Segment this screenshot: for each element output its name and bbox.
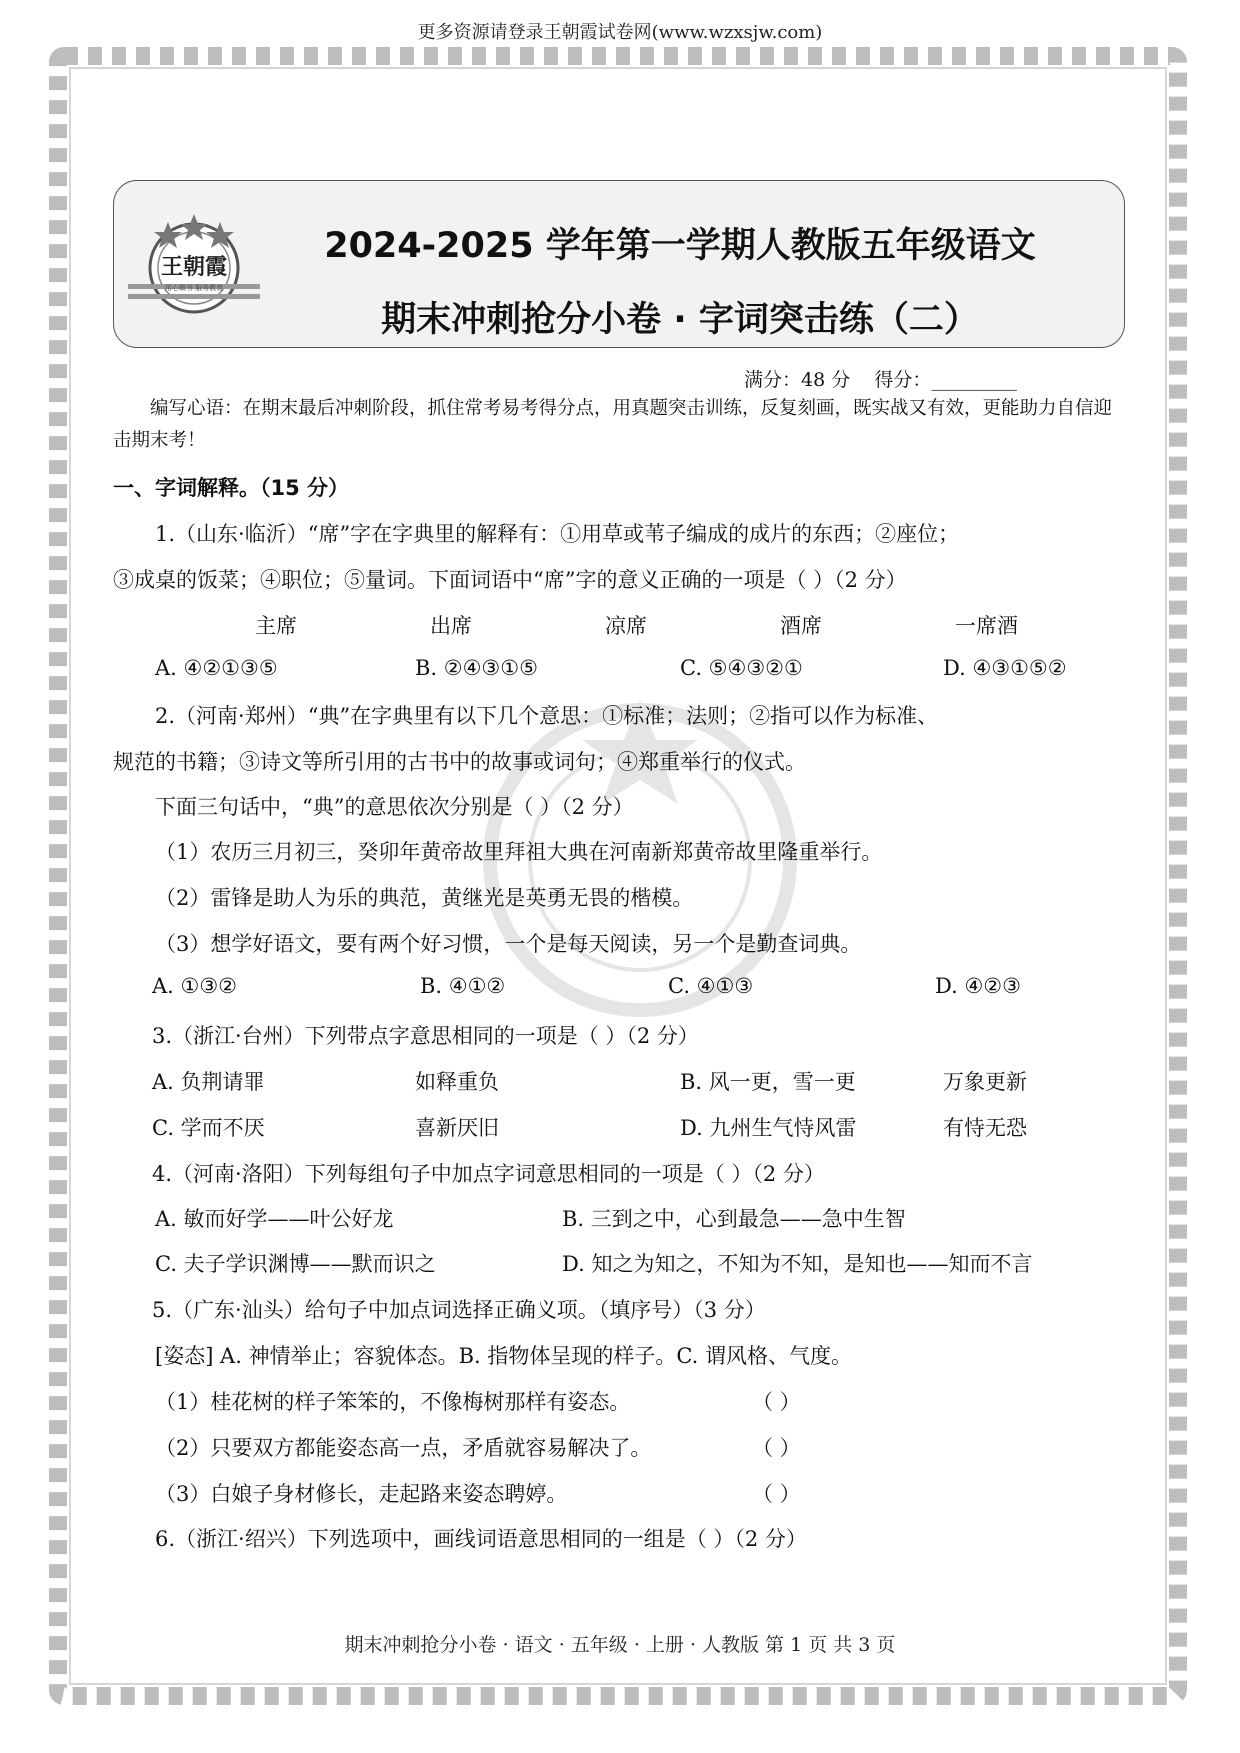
- exam-text-line: （2）只要双方都能姿态高一点，矛盾就容易解决了。: [155, 1436, 652, 1460]
- exam-text-line: B. 三到之中，心到最急——急中生智: [562, 1207, 906, 1231]
- writing-note: 编写心语：在期末最后冲刺阶段，抓住常考易考得分点，用真题突击训练，反复刻画，既实战又有效，更能助力自信迎击期末考！: [113, 398, 1113, 451]
- exam-text-line: B. ②④③①⑤: [415, 656, 538, 680]
- exam-text-line: C. 学而不厌: [152, 1116, 265, 1140]
- logo-subtext: 用心做书 服务教育: [164, 284, 224, 292]
- exam-text-line: C. ⑤④③②①: [680, 656, 803, 680]
- exam-text-line: ③成桌的饭菜；④职位；⑤量词。下面词语中“席”字的意义正确的一项是（ ）（2 分）: [113, 568, 907, 592]
- top-note: 更多资源请登录王朝霞试卷网(www.wzxsjw.com): [417, 22, 823, 43]
- exam-text-line: 3.（浙江·台州）下列带点字意思相同的一项是（ ）（2 分）: [152, 1024, 699, 1048]
- exam-text-line: A. ①③②: [152, 974, 237, 998]
- exam-text-line: C. 夫子学识渊博——默而识之: [155, 1252, 436, 1276]
- exam-text-line: 出席: [430, 614, 472, 638]
- exam-text-line: 5.（广东·汕头）给句子中加点词选择正确义项。（填序号）（3 分）: [152, 1298, 766, 1322]
- exam-text-line: （1）桂花树的样子笨笨的，不像梅树那样有姿态。: [155, 1390, 631, 1414]
- exam-text-line: A. 敏而好学——叶公好龙: [155, 1207, 394, 1231]
- exam-text-line: 规范的书籍；③诗文等所引用的古书中的故事或词句；④郑重举行的仪式。: [113, 750, 806, 774]
- exam-text-line: 凉席: [605, 614, 647, 638]
- exam-text-line: 下面三句话中，“典”的意思依次分别是（ ）（2 分）: [155, 795, 634, 819]
- exam-text-line: 6.（浙江·绍兴）下列选项中，画线词语意思相同的一组是（ ）（2 分）: [155, 1527, 807, 1551]
- exam-text-line: D. 九州生气恃风雷: [680, 1116, 857, 1140]
- logo-text: 王朝霞: [160, 255, 228, 280]
- exam-text-line: 万象更新: [943, 1070, 1027, 1094]
- exam-text-line: C. ④①③: [668, 974, 754, 998]
- exam-text-line: B. ④①②: [420, 974, 506, 998]
- exam-text-line: （ ）: [752, 1390, 801, 1414]
- exam-text-line: （3）白娘子身材修长，走起路来姿态聘婷。: [155, 1482, 568, 1506]
- page-footer: 期末冲刺抢分小卷 · 语文 · 五年级 · 上册 · 人教版 第 1 页 共 3 页: [344, 1634, 896, 1656]
- exam-text-line: D. 知之为知之，不知为不知，是知也——知而不言: [562, 1252, 1033, 1276]
- exam-text-line: 主席: [255, 614, 297, 638]
- wangzhaoxia-logo: [128, 206, 260, 324]
- exam-text-line: D. ④③①⑤②: [943, 656, 1067, 680]
- exam-text-line: 喜新厌旧: [415, 1116, 499, 1140]
- exam-text-line: （3）想学好语文，要有两个好习惯，一个是每天阅读，另一个是勤查词典。: [155, 932, 862, 956]
- exam-text-line: 1.（山东·临沂）“席”字在字典里的解释有：①用草或苇子编成的成片的东西；②座位；: [155, 522, 960, 546]
- score-line: 满分：48 分 得分：_________: [744, 369, 1017, 391]
- title-line-1: 2024-2025 学年第一学期人教版五年级语文: [324, 226, 1036, 266]
- exam-text-line: 一席酒: [955, 614, 1018, 638]
- exam-text-line: 有恃无恐: [943, 1116, 1027, 1140]
- exam-text-line: B. 风一更，雪一更: [680, 1070, 856, 1094]
- exam-text-line: 酒席: [780, 614, 822, 638]
- exam-text-line: 4.（河南·洛阳）下列每组句子中加点字词意思相同的一项是（ ）（2 分）: [152, 1162, 825, 1186]
- exam-text-line: （1）农历三月初三，癸卯年黄帝故里拜祖大典在河南新郑黄帝故里隆重举行。: [155, 840, 883, 864]
- exam-text-line: （ ）: [752, 1436, 801, 1460]
- exam-text-line: 如释重负: [415, 1070, 499, 1094]
- exam-text-line: （ ）: [752, 1482, 801, 1506]
- exam-text-line: A. 负荆请罪: [152, 1070, 265, 1094]
- exam-text-line: 一、字词解释。（15 分）: [113, 476, 350, 500]
- exam-text-line: [姿态] A. 神情举止；容貌体态。B. 指物体呈现的样子。C. 谓风格、气度。: [155, 1344, 853, 1368]
- exam-text-line: 2.（河南·郑州）“典”在字典里有以下几个意思：①标准；法则；②指可以作为标准、: [155, 704, 939, 728]
- exam-text-line: D. ④②③: [935, 974, 1021, 998]
- title-line-2: 期末冲刺抢分小卷 · 字词突击练（二）: [381, 300, 979, 340]
- exam-text-line: A. ④②①③⑤: [155, 656, 278, 680]
- exam-text-line: （2）雷锋是助人为乐的典范，黄继光是英勇无畏的楷模。: [155, 886, 694, 910]
